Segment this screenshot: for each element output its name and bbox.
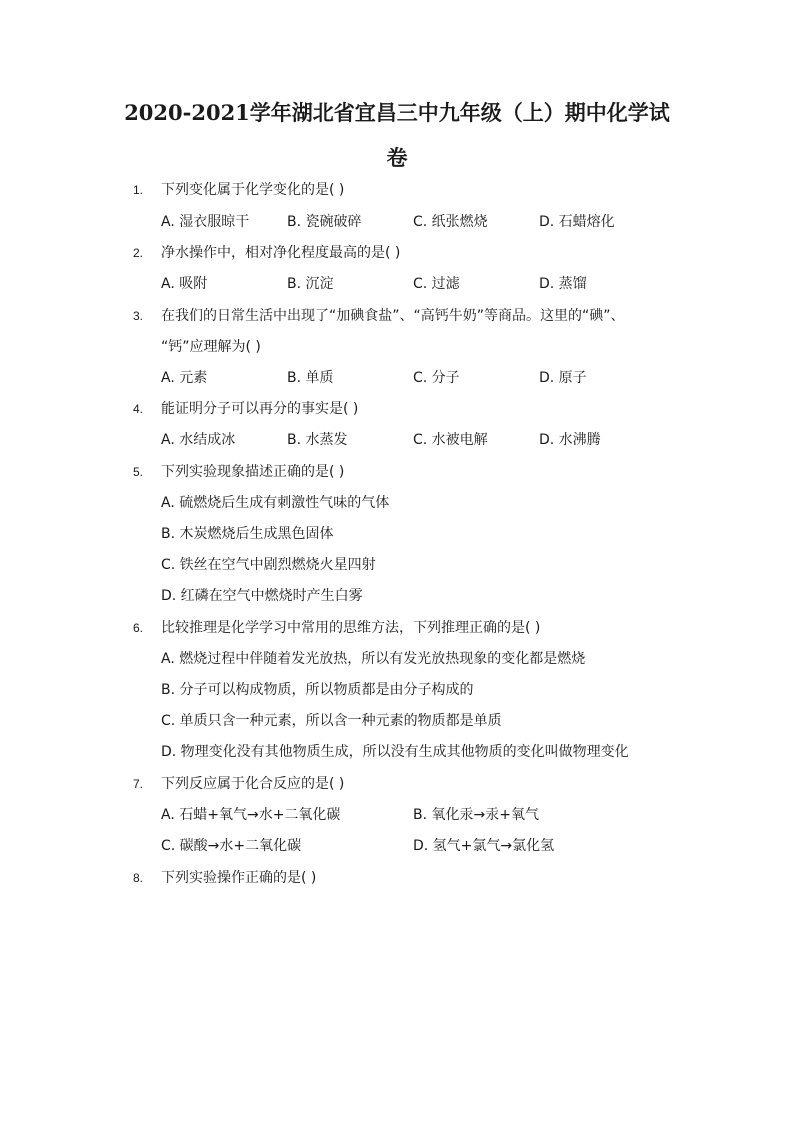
question-7-option-a: A. 石蜡+氧气→水+二氧化碳 [161, 807, 341, 823]
question-2-option-a: A. 吸附 [161, 276, 208, 292]
question-number: 5. [133, 465, 144, 479]
question-1-option-b: B. 瓷碗破碎 [287, 214, 362, 230]
question-1-option-c: C. 纸张燃烧 [413, 214, 488, 230]
question-6-option-c: C. 单质只含一种元素，所以含一种元素的物质都是单质 [161, 713, 502, 729]
question-6-option-a: A. 燃烧过程中伴随着发光放热，所以有发光放热现象的变化都是燃烧 [161, 651, 586, 667]
question-stem: 下列实验操作正确的是( ) [161, 870, 317, 886]
question-5-option-c: C. 铁丝在空气中剧烈燃烧火星四射 [161, 557, 376, 573]
question-stem-continuation: “钙”应理解为( ) [161, 339, 261, 355]
question-1-option-d: D. 石蜡熔化 [539, 214, 615, 230]
question-4-option-a: A. 水结成冰 [161, 432, 236, 448]
question-3-option-d: D. 原子 [539, 370, 587, 386]
question-1-option-a: A. 湿衣服晾干 [161, 214, 250, 230]
exam-title-line-1: 2020-2021学年湖北省宜昌三中九年级（上）期中化学试 [124, 100, 670, 125]
question-7-option-c: C. 碳酸→水+二氧化碳 [161, 838, 302, 854]
question-4-option-b: B. 水蒸发 [287, 432, 348, 448]
question-stem: 能证明分子可以再分的事实是( ) [161, 401, 359, 417]
question-6-option-d: D. 物理变化没有其他物质生成，所以没有生成其他物质的变化叫做物理变化 [161, 744, 629, 760]
question-2-option-d: D. 蒸馏 [539, 276, 587, 292]
question-4-option-c: C. 水被电解 [413, 432, 488, 448]
exam-title-line-2: 卷 [386, 145, 408, 170]
question-7-option-d: D. 氢气+氯气→氯化氢 [413, 838, 555, 854]
question-stem: 下列变化属于化学变化的是( ) [161, 182, 345, 198]
question-3-option-b: B. 单质 [287, 370, 334, 386]
question-7-option-b: B. 氧化汞→汞+氧气 [413, 807, 539, 823]
question-stem: 下列实验现象描述正确的是( ) [161, 464, 345, 480]
question-5-option-d: D. 红磷在空气中燃烧时产生白雾 [161, 588, 363, 604]
question-number: 7. [133, 777, 144, 791]
question-5-option-a: A. 硫燃烧后生成有刺激性气味的气体 [161, 495, 390, 511]
question-2-option-b: B. 沉淀 [287, 276, 334, 292]
question-number: 2. [133, 246, 144, 260]
question-number: 4. [133, 402, 144, 416]
question-stem: 比较推理是化学学习中常用的思维方法，下列推理正确的是( ) [161, 620, 541, 636]
question-number: 8. [133, 871, 144, 885]
question-number: 1. [133, 183, 144, 197]
question-stem: 在我们的日常生活中出现了“加碘食盐”、“高钙牛奶”等商品。这里的“碘”、 [161, 308, 625, 324]
question-number: 3. [133, 309, 144, 323]
question-stem: 净水操作中，相对净化程度最高的是( ) [161, 245, 401, 261]
question-2-option-c: C. 过滤 [413, 276, 460, 292]
question-3-option-c: C. 分子 [413, 370, 460, 386]
question-5-option-b: B. 木炭燃烧后生成黑色固体 [161, 526, 334, 542]
question-6-option-b: B. 分子可以构成物质，所以物质都是由分子构成的 [161, 682, 474, 698]
question-number: 6. [133, 621, 144, 635]
question-4-option-d: D. 水沸腾 [539, 432, 601, 448]
question-stem: 下列反应属于化合反应的是( ) [161, 776, 345, 792]
question-3-option-a: A. 元素 [161, 370, 208, 386]
